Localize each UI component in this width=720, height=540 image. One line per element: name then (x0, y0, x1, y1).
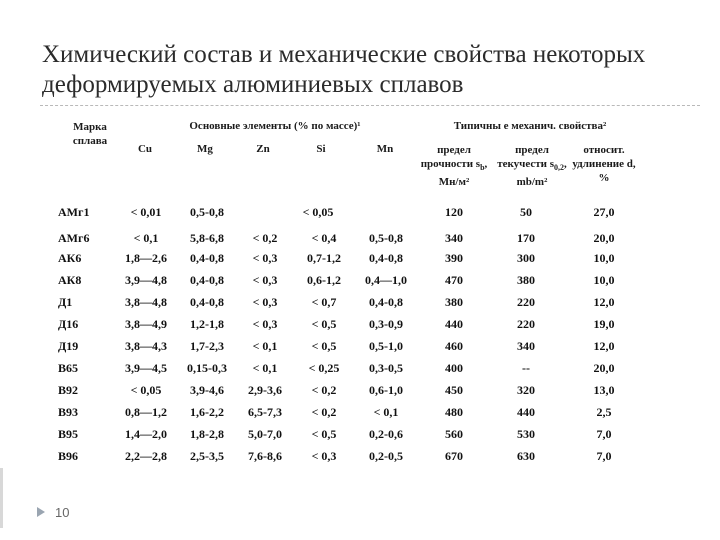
cell-el: 27,0 (593, 205, 615, 219)
header-grade (60, 120, 120, 148)
cell-el: 20,0 (593, 361, 615, 375)
row-grade: АМг6 (58, 231, 90, 245)
cell-mg: 0,4-0,8 (190, 273, 224, 287)
cell-ts: 390 (445, 251, 463, 265)
cell-mg: 1,7-2,3 (190, 339, 224, 353)
row-grade: Д16 (58, 317, 79, 331)
cell-zn: < 0,3 (252, 295, 278, 309)
cell-cu: 1,4—2,0 (125, 427, 167, 441)
cell-zn: < 0,3 (252, 251, 278, 265)
cell-ts: 340 (445, 231, 463, 245)
cell-cu: 3,8—4,3 (125, 339, 167, 353)
cell-zn: 6,5-7,3 (248, 405, 282, 419)
cell-zn: 7,6-8,6 (248, 449, 282, 463)
cell-el: 10,0 (593, 251, 615, 265)
cell-ys: 630 (517, 449, 535, 463)
cell-si: 0,7-1,2 (307, 251, 341, 265)
title-divider (40, 105, 700, 106)
cell-ys: 530 (517, 427, 535, 441)
cell-mg: 3,9-4,6 (190, 383, 224, 397)
cell-mn: 0,5-1,0 (369, 339, 403, 353)
header-yield-sub: 0,2 (554, 163, 565, 173)
cell-mn: 0,4—1,0 (365, 273, 407, 287)
cell-ts: 470 (445, 273, 463, 287)
cell-ys: 440 (517, 405, 535, 419)
header-tensile-text: предел прочности s (420, 144, 481, 170)
cell-mg: 0,5-0,8 (190, 205, 224, 219)
cell-cu: < 0,05 (130, 383, 162, 397)
cell-el: 12,0 (593, 339, 615, 353)
cell-zn: < 0,1 (252, 361, 278, 375)
header-mn: Mn (376, 143, 394, 155)
row-grade: АК6 (58, 251, 82, 265)
row-grade: В92 (58, 383, 79, 397)
cell-mn: 0,3-0,5 (369, 361, 403, 375)
cell-mn: 0,2-0,6 (369, 427, 403, 441)
cell-si: < 0,5 (311, 317, 337, 331)
header-tensile (414, 143, 494, 189)
cell-ys: 220 (517, 295, 535, 309)
cell-mg: 1,6-2,2 (190, 405, 224, 419)
row-grade: В96 (58, 449, 79, 463)
cell-mg: 0,4-0,8 (190, 251, 224, 265)
cell-zn: < 0,3 (252, 273, 278, 287)
cell-cu: 3,9—4,5 (125, 361, 167, 375)
cell-mn: 0,2-0,5 (369, 449, 403, 463)
cell-si: < 0,2 (311, 405, 337, 419)
header-yield-text: предел текучести s (497, 144, 555, 170)
cell-mn: 0,4-0,8 (369, 251, 403, 265)
cell-mn: 0,6-1,0 (369, 383, 403, 397)
row-grade: АМг1 (58, 205, 90, 219)
header-yield-unit: , mb/m² (516, 158, 567, 189)
row-grade: В65 (58, 361, 79, 375)
cell-si: < 0,25 (308, 361, 340, 375)
cell-zn: < 0,3 (252, 317, 278, 331)
cell-ys: 340 (517, 339, 535, 353)
header-mg: Mg (197, 143, 213, 155)
cell-si: 0,6-1,2 (307, 273, 341, 287)
cell-el: 10,0 (593, 273, 615, 287)
page-number: 10 (55, 505, 70, 520)
row-grade: В95 (58, 427, 79, 441)
header-elements-group: Основные элементы (% по массе)¹ (189, 120, 361, 132)
cell-el: 20,0 (593, 231, 615, 245)
cell-si: < 0,2 (311, 383, 337, 397)
cell-mg: 1,2-1,8 (190, 317, 224, 331)
cell-ys: 300 (517, 251, 535, 265)
cell-ts: 440 (445, 317, 463, 331)
cell-cu: 0,8—1,2 (125, 405, 167, 419)
cell-mn: 0,3-0,9 (369, 317, 403, 331)
cell-mg: 1,8-2,8 (190, 427, 224, 441)
cell-ys: 320 (517, 383, 535, 397)
cell-ts: 480 (445, 405, 463, 419)
cell-si: < 0,5 (311, 339, 337, 353)
header-si: Si (316, 143, 326, 155)
cell-ts: 450 (445, 383, 463, 397)
row-grade: Д1 (58, 295, 73, 309)
header-tensile-unit: , Мн/м² (438, 158, 488, 189)
cell-zn: 2,9-3,6 (248, 383, 282, 397)
cell-zn: < 0,1 (252, 339, 278, 353)
cell-cu: < 0,01 (130, 205, 162, 219)
cell-si: < 0,05 (302, 205, 334, 219)
header-zn: Zn (256, 143, 270, 155)
cell-cu: 3,8—4,9 (125, 317, 167, 331)
cell-mg: 2,5-3,5 (190, 449, 224, 463)
cell-zn: < 0,2 (252, 231, 278, 245)
cell-el: 7,0 (596, 449, 612, 463)
cell-ts: 670 (445, 449, 463, 463)
header-elongation: относит. удлинение d, % (572, 144, 636, 184)
cell-mn: < 0,1 (373, 405, 399, 419)
cell-ts: 400 (445, 361, 463, 375)
cell-mg: 0,4-0,8 (190, 295, 224, 309)
slide-title: Химический состав и механические свойства некоторых деформируемых алюминиевых сплавов (42, 41, 646, 98)
cell-si: < 0,5 (311, 427, 337, 441)
cell-cu: 1,8—2,6 (125, 251, 167, 265)
cell-ts: 380 (445, 295, 463, 309)
cell-ts: 120 (445, 205, 463, 219)
header-grade-text: Марка сплава (72, 121, 108, 147)
cell-ys: 220 (517, 317, 535, 331)
cell-cu: < 0,1 (133, 231, 159, 245)
header-tensile-sub: b (480, 163, 485, 173)
cell-mg: 0,15-0,3 (187, 361, 227, 375)
cell-si: < 0,4 (311, 231, 337, 245)
cell-ys: 50 (520, 205, 532, 219)
cell-el: 12,0 (593, 295, 615, 309)
cell-ys: -- (522, 361, 530, 375)
row-grade: Д19 (58, 339, 79, 353)
cell-ts: 560 (445, 427, 463, 441)
header-properties-group: Типичны е механич. свойства² (453, 120, 607, 132)
cell-el: 2,5 (596, 405, 612, 419)
cell-ys: 380 (517, 273, 535, 287)
cell-mn: 0,5-0,8 (369, 231, 403, 245)
row-grade: В93 (58, 405, 79, 419)
row-grade: АК8 (58, 273, 82, 287)
cell-cu: 3,9—4,8 (125, 273, 167, 287)
cell-ys: 170 (517, 231, 535, 245)
cell-cu: 2,2—2,8 (125, 449, 167, 463)
cell-el: 7,0 (596, 427, 612, 441)
left-accent-bar (0, 468, 3, 528)
cell-ts: 460 (445, 339, 463, 353)
cell-el: 13,0 (593, 383, 615, 397)
cell-mg: 5,8-6,8 (190, 231, 224, 245)
page-marker-icon (35, 506, 47, 518)
cell-zn: 5,0-7,0 (248, 427, 282, 441)
cell-mn: 0,4-0,8 (369, 295, 403, 309)
cell-si: < 0,7 (311, 295, 337, 309)
header-cu: Cu (137, 143, 153, 155)
header-yield (492, 143, 572, 189)
cell-el: 19,0 (593, 317, 615, 331)
cell-si: < 0,3 (311, 449, 337, 463)
cell-cu: 3,8—4,8 (125, 295, 167, 309)
